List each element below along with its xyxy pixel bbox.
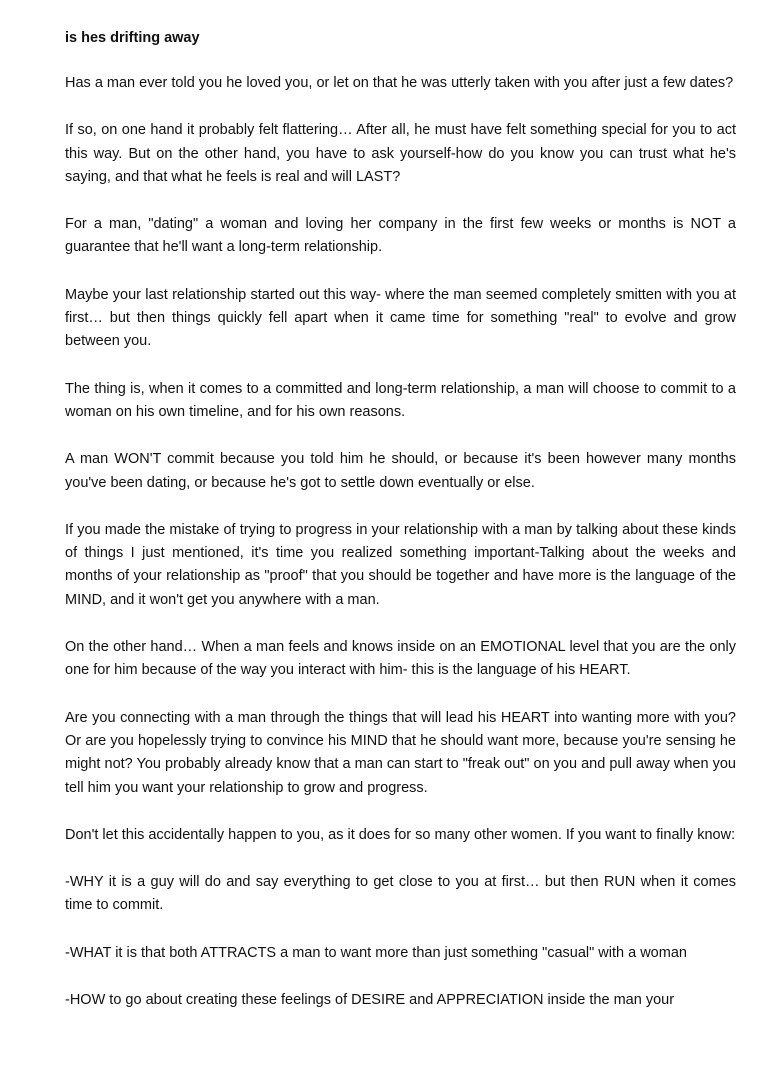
paragraph: For a man, "dating" a woman and loving her company in the first few weeks or months is NOT a guarantee that he'll want a long-term relationship. — [65, 216, 736, 256]
paragraph: The thing is, when it comes to a committed and long-term relationship, a man will choose to commit to a woman on his own timeline, and for his own reasons. — [65, 380, 736, 420]
paragraph: If so, on one hand it probably felt flattering… After all, he must have felt something special for you to act this way. But on the other hand, you have to ask yourself-how do you know you can trust what he's saying, and that what he feels is real and will LAST? — [65, 122, 736, 185]
paragraph: -WHY it is a guy will do and say everything to get close to you at first… but then RUN when it comes time to commit. — [65, 874, 736, 914]
paragraph: On the other hand… When a man feels and knows inside on an EMOTIONAL level that you are the only one for him because of the way you interact with him- this is the language of his HEART. — [65, 639, 736, 679]
document-page — [65, 28, 736, 1036]
document-title: is hes drifting away — [65, 30, 200, 46]
paragraph: A man WON'T commit because you told him he should, or because it's been however many months you've been dating, or because he's got to settle down eventually or else. — [65, 451, 736, 491]
paragraph: Don't let this accidentally happen to you, as it does for so many other women. If you want to finally know: — [65, 826, 736, 843]
paragraph: Are you connecting with a man through the things that will lead his HEART into wanting more with you? Or are you hopelessly trying to convince his MIND that he should want more, because you're sensing he might not? You probably already know that a man can start to "freak out" on you and pull away when you tell him you want your relationship to grow and progress. — [65, 709, 736, 796]
paragraph: Has a man ever told you he loved you, or let on that he was utterly taken with you after just a few dates? — [65, 75, 734, 91]
paragraph: -WHAT it is that both ATTRACTS a man to want more than just something "casual" with a woman — [65, 944, 687, 961]
paragraph: -HOW to go about creating these feelings of DESIRE and APPRECIATION inside the man your — [65, 992, 675, 1009]
paragraph: If you made the mistake of trying to progress in your relationship with a man by talking about these kinds of things I just mentioned, it's time you realized something important-Talking about the weeks and months of your relationship as "proof" that you should be together and have more is the language of the MIND, and it won't get you anywhere with a man. — [65, 521, 736, 608]
paragraph: Maybe your last relationship started out this way- where the man seemed completely smitten with you at first… but then things quickly fell apart when it came time for something "real" to evolve and grow between you. — [65, 286, 736, 350]
